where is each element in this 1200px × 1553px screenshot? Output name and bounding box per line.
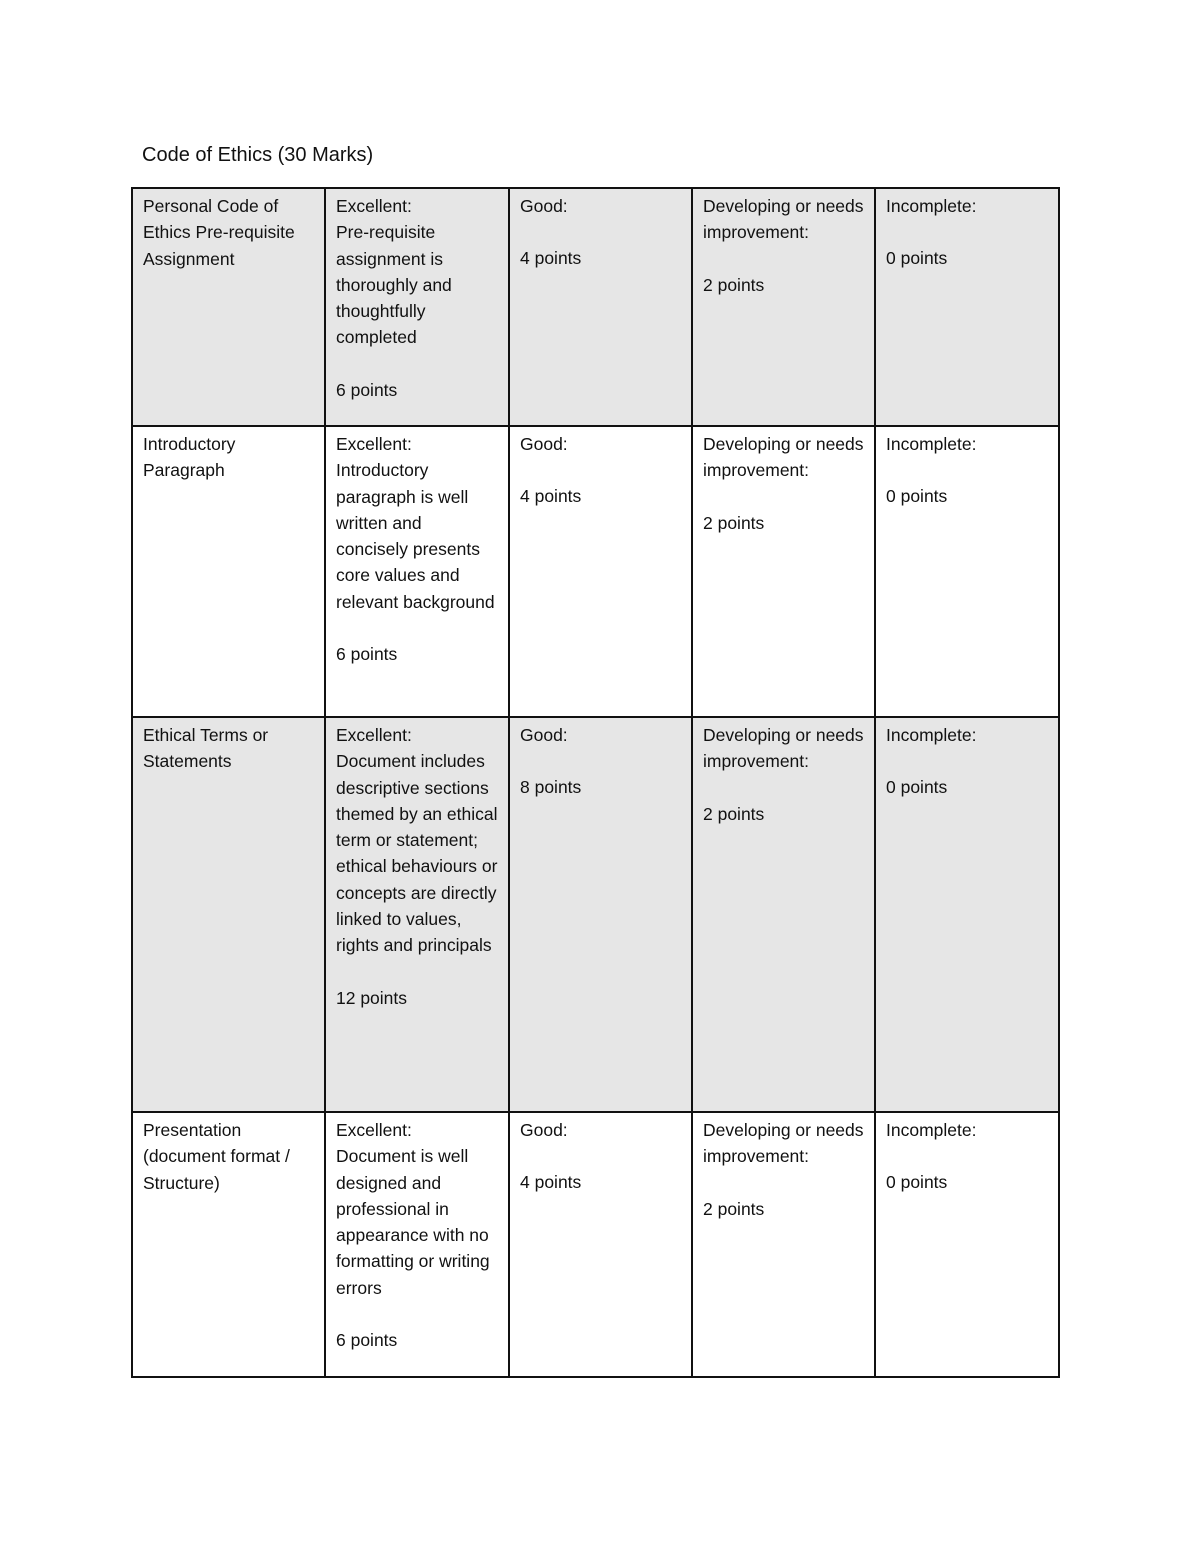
- excellent-points: 6 points: [336, 379, 398, 400]
- rubric-row: [132, 188, 1059, 426]
- good-points: 4 points: [520, 248, 582, 269]
- good-cell: [509, 717, 692, 1112]
- criterion-label: Presentation (document format / Structure): [143, 1120, 290, 1193]
- criterion-label: Introductory Paragraph: [143, 434, 236, 481]
- incomplete-label: Incomplete:: [886, 196, 977, 216]
- criterion-cell: [132, 717, 325, 1112]
- excellent-description: Document is well designed and professional in appearance with no formatting or writing errors: [336, 1146, 490, 1298]
- excellent-description: Pre-requisite assignment is thoroughly and thoughtfully completed: [336, 222, 452, 348]
- rubric-row: [132, 426, 1059, 717]
- criterion-cell: [132, 188, 325, 426]
- good-cell: [509, 426, 692, 717]
- criterion-label: Ethical Terms or Statements: [143, 725, 269, 772]
- excellent-points: 6 points: [336, 1330, 398, 1351]
- developing-points: 2 points: [703, 512, 765, 533]
- rubric-row: [132, 1112, 1059, 1377]
- developing-label: Developing or needs improvement:: [703, 434, 864, 481]
- developing-cell: [692, 426, 875, 717]
- excellent-cell: [325, 717, 509, 1112]
- incomplete-cell: [875, 717, 1059, 1112]
- incomplete-points: 0 points: [886, 1172, 948, 1193]
- good-label: Good:: [520, 434, 568, 454]
- developing-cell: [692, 1112, 875, 1377]
- excellent-label: Excellent:: [336, 725, 412, 745]
- excellent-label: Excellent:: [336, 434, 412, 454]
- incomplete-label: Incomplete:: [886, 434, 977, 454]
- criterion-cell: [132, 426, 325, 717]
- excellent-description: Document includes descriptive sections themed by an ethical term or statement; ethical behaviours or concepts are directly linked to values, rights and principals: [336, 751, 498, 956]
- incomplete-cell: [875, 426, 1059, 717]
- good-label: Good:: [520, 725, 568, 745]
- incomplete-points: 0 points: [886, 486, 948, 507]
- developing-cell: [692, 188, 875, 426]
- good-points: 8 points: [520, 777, 582, 798]
- incomplete-points: 0 points: [886, 777, 948, 798]
- good-points: 4 points: [520, 1172, 582, 1193]
- rubric-table: [131, 187, 1060, 1378]
- incomplete-cell: [875, 188, 1059, 426]
- good-cell: [509, 188, 692, 426]
- good-cell: [509, 1112, 692, 1377]
- excellent-label: Excellent:: [336, 196, 412, 216]
- excellent-label: Excellent:: [336, 1120, 412, 1140]
- developing-label: Developing or needs improvement:: [703, 725, 864, 772]
- developing-label: Developing or needs improvement:: [703, 1120, 864, 1167]
- rubric-row: [132, 717, 1059, 1112]
- developing-points: 2 points: [703, 803, 765, 824]
- excellent-points: 6 points: [336, 644, 398, 665]
- incomplete-label: Incomplete:: [886, 725, 977, 745]
- developing-points: 2 points: [703, 274, 765, 295]
- page-title: Code of Ethics (30 Marks): [142, 144, 374, 166]
- excellent-description: Introductory paragraph is well written and concisely presents core values and relevant background: [336, 460, 495, 612]
- good-label: Good:: [520, 1120, 568, 1140]
- excellent-cell: [325, 1112, 509, 1377]
- good-label: Good:: [520, 196, 568, 216]
- excellent-cell: [325, 188, 509, 426]
- criterion-cell: [132, 1112, 325, 1377]
- developing-points: 2 points: [703, 1198, 765, 1219]
- good-points: 4 points: [520, 486, 582, 507]
- incomplete-points: 0 points: [886, 248, 948, 269]
- incomplete-cell: [875, 1112, 1059, 1377]
- excellent-cell: [325, 426, 509, 717]
- developing-cell: [692, 717, 875, 1112]
- incomplete-label: Incomplete:: [886, 1120, 977, 1140]
- criterion-label: Personal Code of Ethics Pre-requisite Assignment: [143, 196, 295, 269]
- developing-label: Developing or needs improvement:: [703, 196, 864, 243]
- excellent-points: 12 points: [336, 987, 408, 1008]
